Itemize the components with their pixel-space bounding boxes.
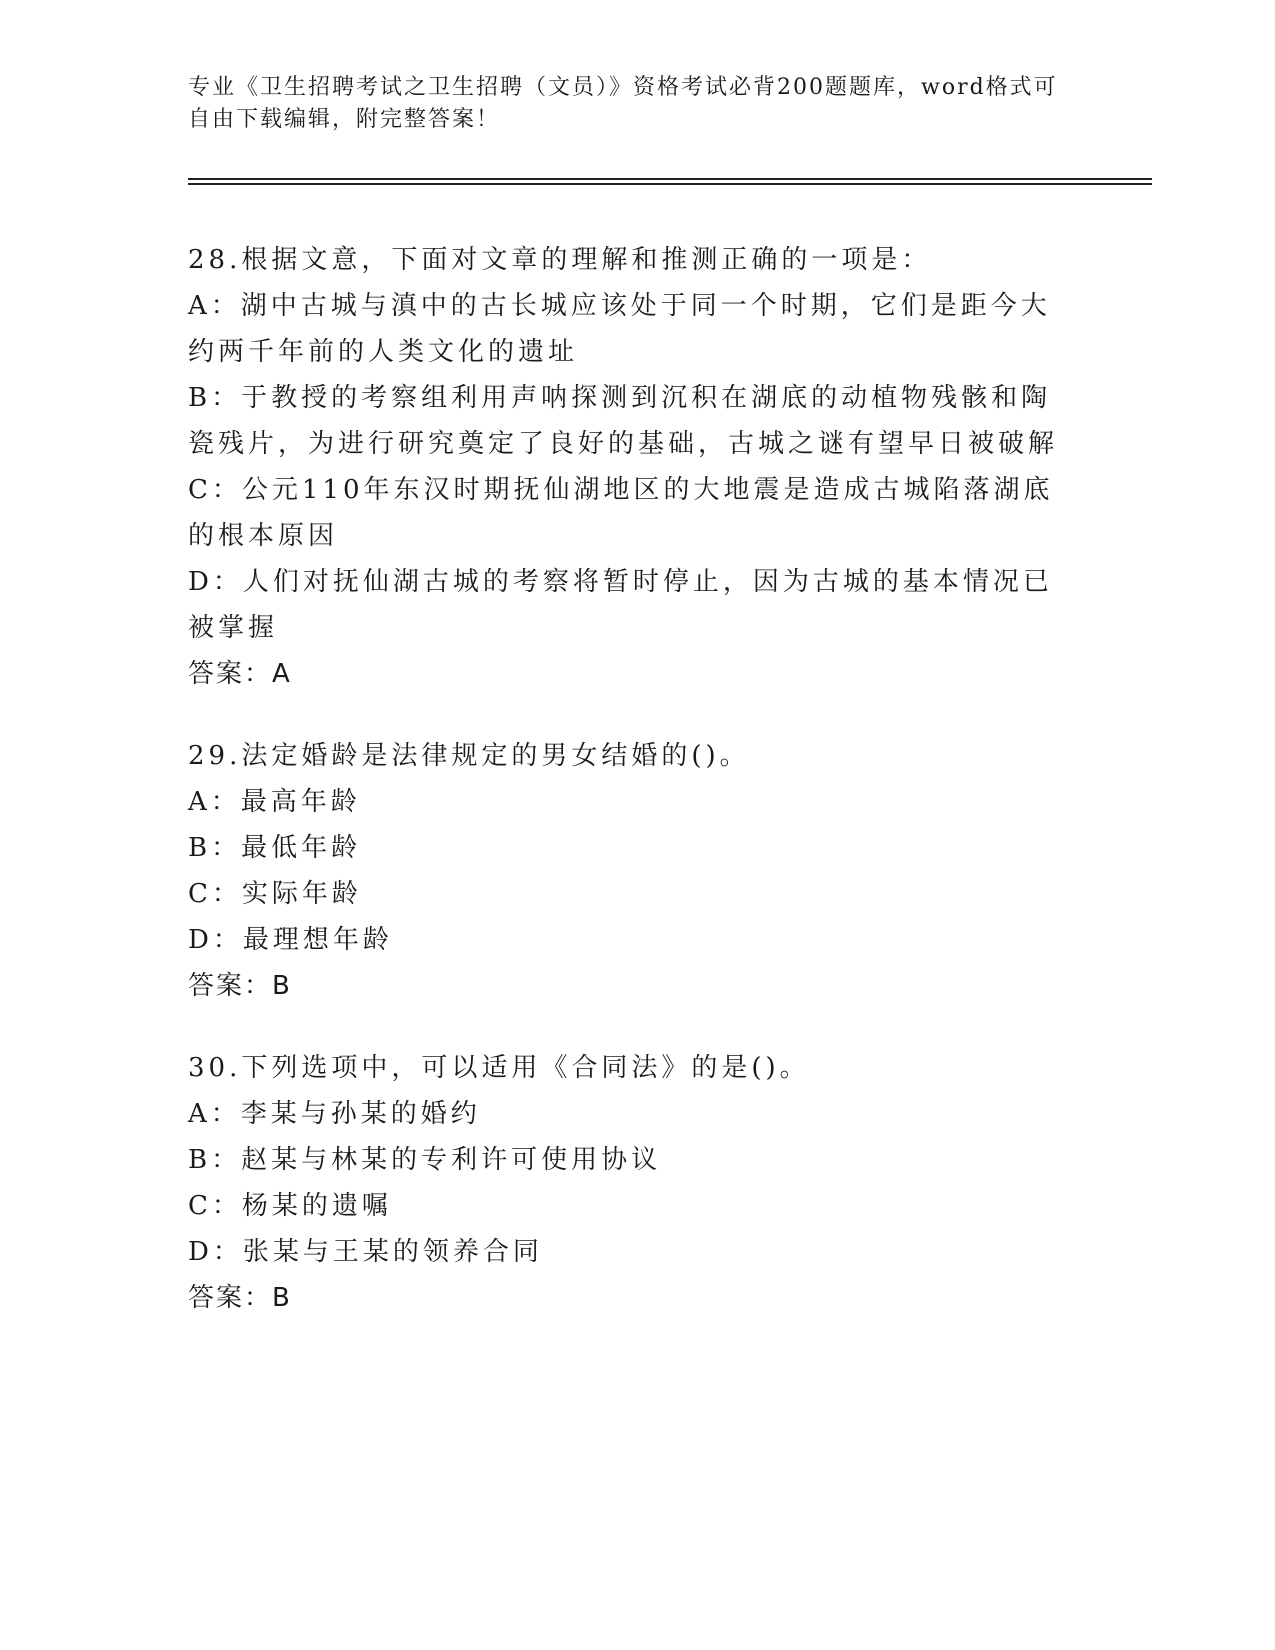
question-stem: 28.根据文意，下面对文章的理解和推测正确的一项是： xyxy=(188,245,932,275)
answer: 答案：A xyxy=(188,659,292,689)
question-30 xyxy=(188,1045,1068,1321)
question-stem: 30.下列选项中，可以适用《合同法》的是()。 xyxy=(188,1053,810,1083)
option-b: B：最低年龄 xyxy=(188,833,362,863)
option-a: A：湖中古城与滇中的古长城应该处于同一个时期，它们是距今大约两千年前的人类文化的遗址 xyxy=(188,291,1051,367)
option-c: C：杨某的遗嘱 xyxy=(188,1191,392,1221)
answer: 答案：B xyxy=(188,971,292,1001)
header-divider-bottom xyxy=(188,183,1152,185)
document-header: 专业《卫生招聘考试之卫生招聘（文员）》资格考试必背200题题库，word格式可自由下载编辑，附完整答案！ xyxy=(188,75,1058,132)
question-list xyxy=(188,237,1068,1357)
question-29 xyxy=(188,733,1068,1009)
option-b: B：于教授的考察组利用声呐探测到沉积在湖底的动植物残骸和陶瓷残片，为进行研究奠定了良好的基础，古城之谜有望早日被破解 xyxy=(188,383,1059,459)
option-a: A：李某与孙某的婚约 xyxy=(188,1099,481,1129)
option-d: D：张某与王某的领养合同 xyxy=(188,1237,543,1267)
header-divider-top xyxy=(188,178,1152,180)
option-d: D：最理想年龄 xyxy=(188,925,393,955)
option-a: A：最高年龄 xyxy=(188,787,361,817)
option-b: B：赵某与林某的专利许可使用协议 xyxy=(188,1145,662,1175)
question-28 xyxy=(188,237,1068,697)
answer: 答案：B xyxy=(188,1283,292,1313)
question-stem: 29.法定婚龄是法律规定的男女结婚的()。 xyxy=(188,741,750,771)
option-c: C：实际年龄 xyxy=(188,879,362,909)
option-c: C：公元110年东汉时期抚仙湖地区的大地震是造成古城陷落湖底的根本原因 xyxy=(188,475,1054,551)
option-d: D：人们对抚仙湖古城的考察将暂时停止，因为古城的基本情况已被掌握 xyxy=(188,567,1053,643)
